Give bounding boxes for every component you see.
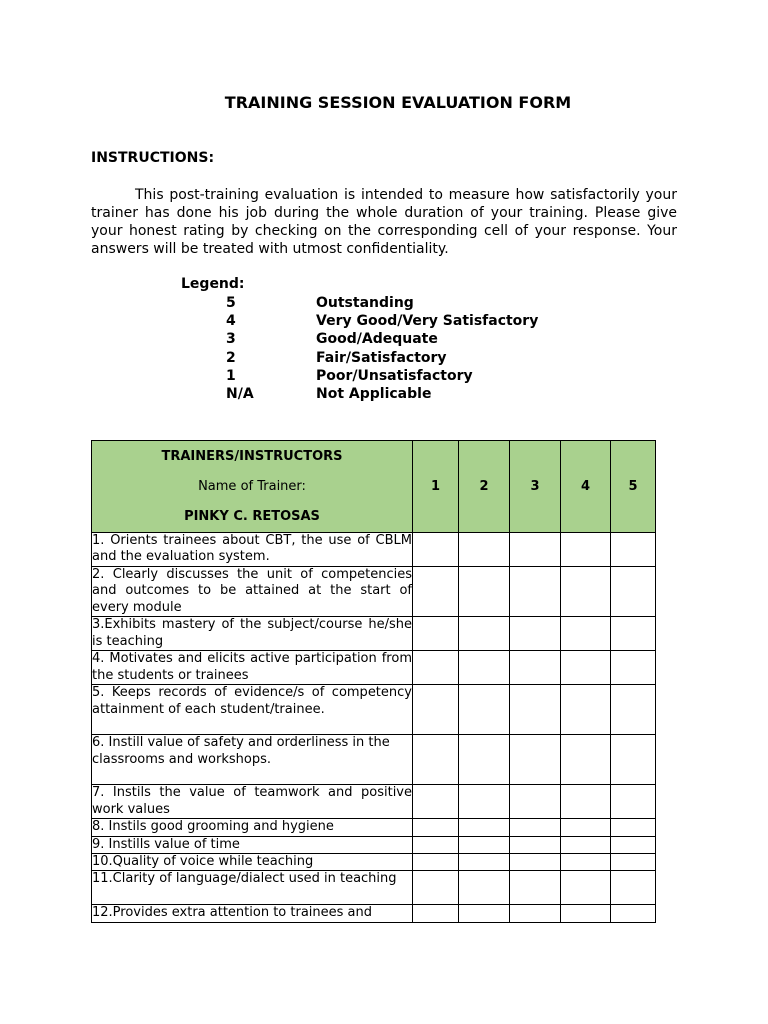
rating-cell[interactable] — [561, 785, 611, 819]
rating-cell[interactable] — [561, 819, 611, 836]
rating-cell[interactable] — [561, 905, 611, 922]
table-row — [92, 854, 656, 871]
rating-cell[interactable] — [413, 854, 459, 871]
rating-cell[interactable] — [413, 819, 459, 836]
form-title: TRAINING SESSION EVALUATION FORM — [224, 93, 572, 112]
criterion-text: 4. Motivates and elicits active participation from the students or trainees — [92, 651, 413, 685]
rating-cell[interactable] — [510, 785, 561, 819]
rating-cell[interactable] — [561, 533, 611, 567]
criterion-text: 1. Orients trainees about CBT, the use of CBLM and the evaluation system. — [92, 533, 413, 567]
criterion-text: 8. Instils good grooming and hygiene — [92, 819, 413, 836]
rating-cell[interactable] — [611, 819, 656, 836]
rating-cell[interactable] — [459, 819, 510, 836]
rating-cell[interactable] — [611, 871, 656, 905]
rating-cell[interactable] — [611, 836, 656, 853]
rating-cell[interactable] — [459, 836, 510, 853]
legend-meaning: Outstanding — [316, 295, 414, 311]
rating-cell[interactable] — [510, 617, 561, 651]
rating-cell[interactable] — [611, 617, 656, 651]
rating-cell[interactable] — [510, 819, 561, 836]
rating-cell[interactable] — [561, 651, 611, 685]
rating-cell[interactable] — [561, 617, 611, 651]
rating-cell[interactable] — [611, 785, 656, 819]
rating-cell[interactable] — [510, 685, 561, 735]
score-header-3: 3 — [510, 441, 561, 533]
legend-meaning: Good/Adequate — [316, 331, 438, 348]
rating-cell[interactable] — [510, 651, 561, 685]
table-row — [92, 651, 656, 685]
legend-code: 4 — [226, 313, 236, 330]
rating-cell[interactable] — [510, 567, 561, 617]
rating-cell[interactable] — [413, 617, 459, 651]
rating-cell[interactable] — [561, 685, 611, 735]
criterion-text: 5. Keeps records of evidence/s of competency attainment of each student/trainee. — [92, 685, 413, 735]
score-header-2: 2 — [459, 441, 510, 533]
trainer-header-cell — [92, 441, 413, 533]
criterion-text: 6. Instill value of safety and orderliness in the classrooms and workshops. — [92, 735, 413, 785]
rating-cell[interactable] — [459, 651, 510, 685]
rating-cell[interactable] — [459, 735, 510, 785]
criterion-text: 7. Instils the value of teamwork and positive work values — [92, 785, 413, 819]
table-row — [92, 533, 656, 567]
table-row — [92, 617, 656, 651]
score-header-4: 4 — [561, 441, 611, 533]
table-row — [92, 905, 656, 922]
rating-cell[interactable] — [611, 567, 656, 617]
legend-title: Legend: — [181, 276, 245, 292]
rating-cell[interactable] — [611, 651, 656, 685]
table-row — [92, 735, 656, 785]
rating-cell[interactable] — [413, 905, 459, 922]
rating-cell[interactable] — [611, 533, 656, 567]
rating-cell[interactable] — [459, 785, 510, 819]
criterion-text: 10.Quality of voice while teaching — [92, 854, 413, 871]
legend-list — [226, 294, 538, 403]
rating-cell[interactable] — [413, 871, 459, 905]
rating-cell[interactable] — [510, 735, 561, 785]
legend-code: N/A — [226, 386, 254, 403]
rating-cell[interactable] — [611, 685, 656, 735]
criterion-text: 2. Clearly discusses the unit of competencies and outcomes to be attained at the start of every module — [92, 567, 412, 615]
rating-cell[interactable] — [510, 533, 561, 567]
legend-item — [226, 330, 538, 348]
rating-cell[interactable] — [459, 533, 510, 567]
legend-item — [226, 312, 538, 330]
rating-cell[interactable] — [510, 836, 561, 853]
rating-cell[interactable] — [611, 854, 656, 871]
rating-cell[interactable] — [459, 871, 510, 905]
legend-meaning: Not Applicable — [316, 386, 432, 403]
legend-meaning: Very Good/Very Satisfactory — [316, 313, 539, 330]
criterion-text: 12.Provides extra attention to trainees and — [92, 905, 413, 922]
table-row — [92, 871, 656, 905]
rating-cell[interactable] — [413, 567, 459, 617]
table-row — [92, 567, 656, 617]
rating-cell[interactable] — [413, 735, 459, 785]
table-row — [92, 785, 656, 819]
legend-meaning: Fair/Satisfactory — [316, 349, 447, 366]
table-row — [92, 819, 656, 836]
criterion-text: 3.Exhibits mastery of the subject/course he/she is teaching — [92, 617, 413, 651]
rating-cell[interactable] — [459, 617, 510, 651]
score-header-5: 5 — [611, 441, 656, 533]
legend-item — [226, 294, 538, 312]
section-label: TRAINERS/INSTRUCTORS — [161, 449, 343, 464]
rating-cell[interactable] — [611, 735, 656, 785]
legend-meaning: Poor/Unsatisfactory — [316, 367, 473, 384]
legend-code: 5 — [226, 295, 236, 311]
legend-item — [226, 349, 538, 367]
trainer-name-label: Name of Trainer: — [198, 479, 306, 494]
legend-code: 1 — [226, 367, 236, 384]
rating-cell[interactable] — [459, 567, 510, 617]
evaluation-table — [91, 440, 656, 923]
rating-cell[interactable] — [413, 836, 459, 853]
rating-cell[interactable] — [561, 735, 611, 785]
instructions-paragraph: This post-training evaluation is intended to measure how satisfactorily your trainer has done his job during the whole duration of your training. Please give your honest rating by checking on the corresponding cell of your response. Your answers will be treated with utmost confidentiality. — [91, 187, 677, 257]
rating-cell[interactable] — [413, 651, 459, 685]
trainer-name: PINKY C. RETOSAS — [184, 509, 320, 524]
rating-cell[interactable] — [510, 854, 561, 871]
rating-cell[interactable] — [510, 871, 561, 905]
rating-cell[interactable] — [413, 785, 459, 819]
table-row — [92, 685, 656, 735]
legend-code: 2 — [226, 349, 236, 366]
table-header-row — [92, 441, 656, 533]
rating-cell[interactable] — [561, 854, 611, 871]
instructions-heading: INSTRUCTIONS: — [91, 150, 215, 166]
rating-cell[interactable] — [510, 905, 561, 922]
rating-cell[interactable] — [413, 685, 459, 735]
legend-item — [226, 385, 538, 403]
rating-cell[interactable] — [459, 905, 510, 922]
rating-cell[interactable] — [561, 871, 611, 905]
rating-cell[interactable] — [561, 836, 611, 853]
rating-cell[interactable] — [611, 905, 656, 922]
rating-cell[interactable] — [459, 685, 510, 735]
rating-cell[interactable] — [561, 567, 611, 617]
table-row — [92, 836, 656, 853]
legend-code: 3 — [226, 331, 236, 348]
rating-cell[interactable] — [413, 533, 459, 567]
rating-cell[interactable] — [459, 854, 510, 871]
criterion-text: 11.Clarity of language/dialect used in teaching — [92, 871, 413, 905]
score-header-1: 1 — [413, 441, 459, 533]
criterion-text: 9. Instills value of time — [92, 836, 413, 853]
legend-item — [226, 367, 538, 385]
